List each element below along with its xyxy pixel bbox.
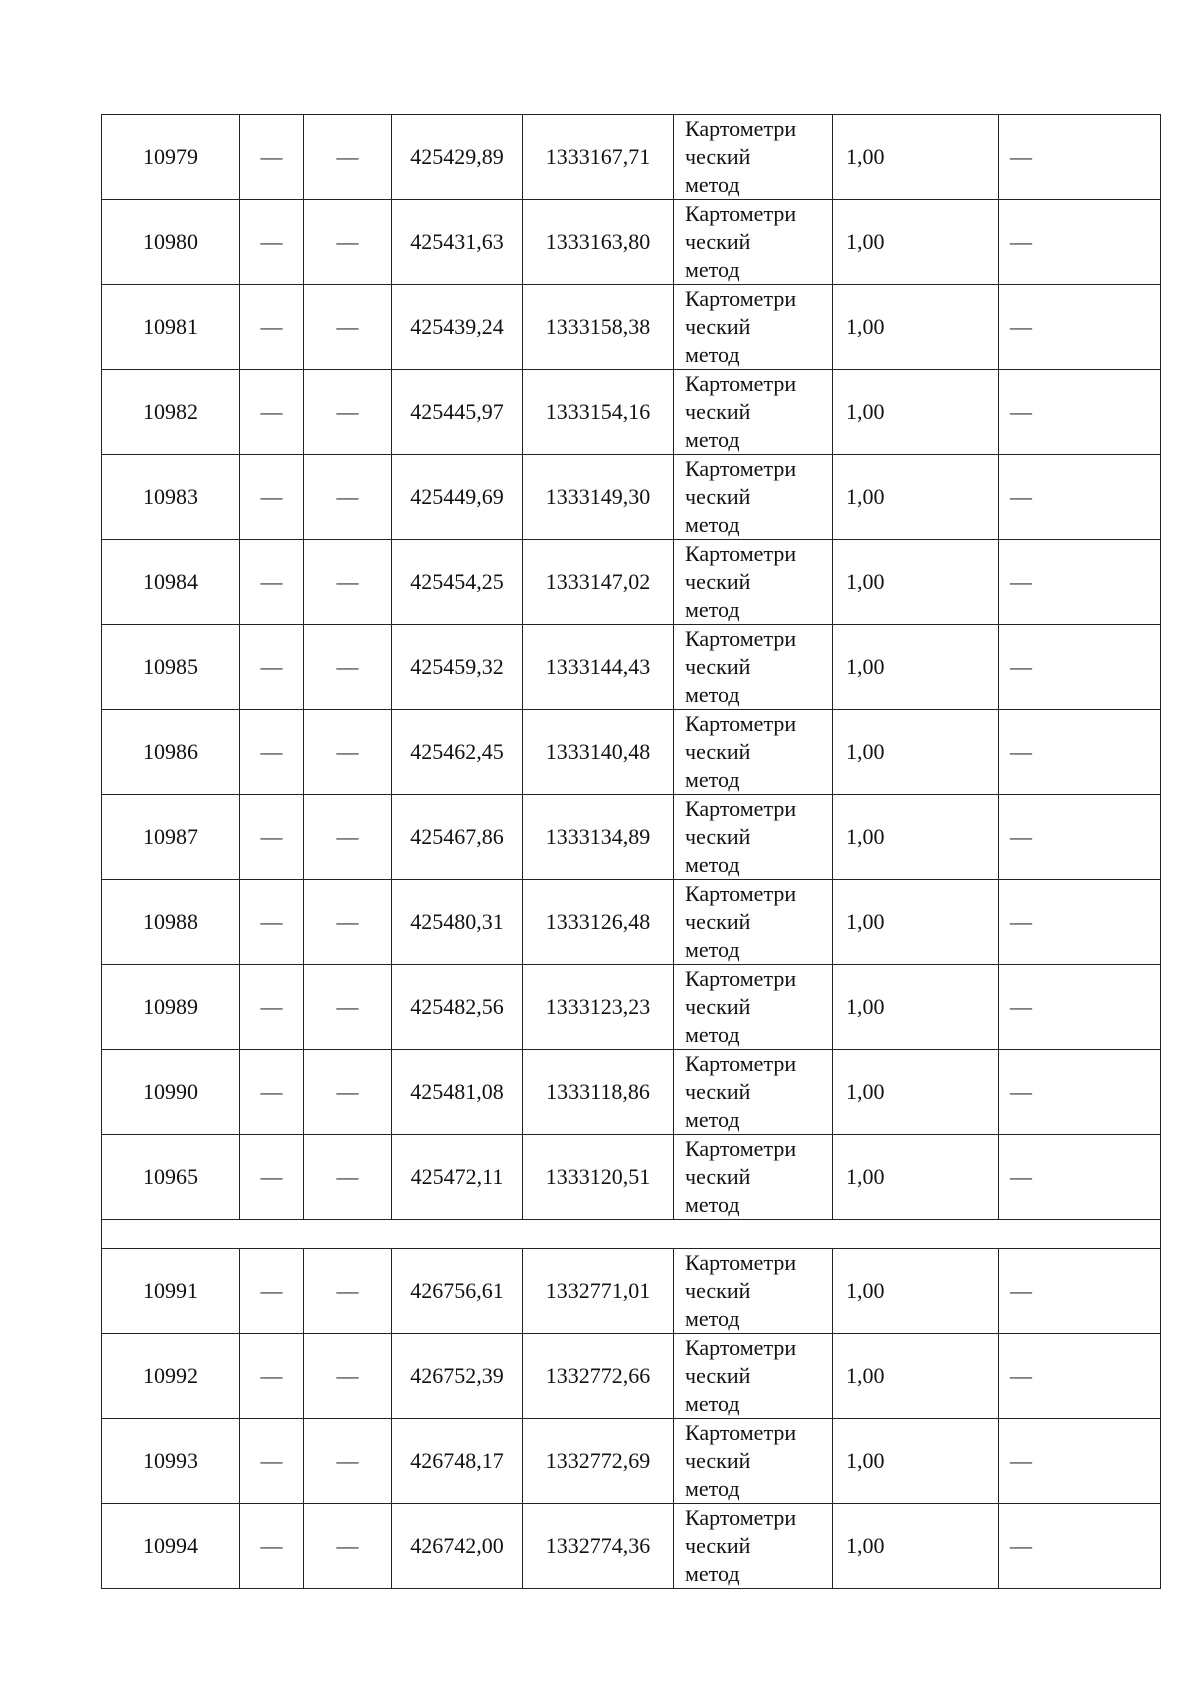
y-coordinate-cell: 1333134,89 <box>523 795 674 880</box>
method-cell <box>674 965 833 1050</box>
y-coordinate-cell: 1333167,71 <box>523 115 674 200</box>
x-coordinate-cell: 426756,61 <box>392 1249 523 1334</box>
method-text-line: ческий <box>685 739 751 764</box>
method-text-line: ческий <box>685 994 751 1019</box>
empty-value-cell: — <box>304 540 392 625</box>
method-cell <box>674 710 833 795</box>
method-text-line: ческий <box>685 314 751 339</box>
empty-value-cell: — <box>304 1419 392 1504</box>
table-row <box>102 540 1161 625</box>
method-text-line: Картометри <box>685 1051 797 1076</box>
point-number-cell: 10991 <box>102 1249 240 1334</box>
x-coordinate-cell: 425462,45 <box>392 710 523 795</box>
method-text-line: Картометри <box>685 456 797 481</box>
method-text-line: метод <box>685 1391 740 1416</box>
method-text-line: метод <box>685 1022 740 1047</box>
empty-value-cell: — <box>240 370 304 455</box>
y-coordinate-cell: 1333149,30 <box>523 455 674 540</box>
empty-value-cell: — <box>304 455 392 540</box>
y-coordinate-cell: 1333118,86 <box>523 1050 674 1135</box>
precision-cell: 1,00 <box>833 880 999 965</box>
point-number-cell: 10994 <box>102 1504 240 1589</box>
coordinates-table <box>101 114 1161 1589</box>
method-cell <box>674 200 833 285</box>
precision-cell: 1,00 <box>833 285 999 370</box>
method-text-line: Картометри <box>685 711 797 736</box>
precision-cell: 1,00 <box>833 710 999 795</box>
y-coordinate-cell: 1332772,69 <box>523 1419 674 1504</box>
empty-value-cell: — <box>304 795 392 880</box>
method-cell <box>674 1135 833 1220</box>
method-cell <box>674 370 833 455</box>
point-number-cell: 10987 <box>102 795 240 880</box>
precision-cell: 1,00 <box>833 795 999 880</box>
y-coordinate-cell: 1333144,43 <box>523 625 674 710</box>
x-coordinate-cell: 425449,69 <box>392 455 523 540</box>
separator-row <box>102 1220 1161 1249</box>
precision-cell: 1,00 <box>833 625 999 710</box>
empty-value-cell: — <box>240 200 304 285</box>
method-text-line: Картометри <box>685 1136 797 1161</box>
method-text-line: ческий <box>685 1533 751 1558</box>
method-text-line: ческий <box>685 1164 751 1189</box>
x-coordinate-cell: 425429,89 <box>392 115 523 200</box>
method-text-line: Картометри <box>685 1505 797 1530</box>
y-coordinate-cell: 1332771,01 <box>523 1249 674 1334</box>
method-text-line: ческий <box>685 654 751 679</box>
description-cell: — <box>999 880 1161 965</box>
point-number-cell: 10989 <box>102 965 240 1050</box>
point-number-cell: 10965 <box>102 1135 240 1220</box>
description-cell: — <box>999 540 1161 625</box>
empty-value-cell: — <box>240 880 304 965</box>
precision-cell: 1,00 <box>833 1249 999 1334</box>
x-coordinate-cell: 425480,31 <box>392 880 523 965</box>
table-row <box>102 1135 1161 1220</box>
method-text-line: ческий <box>685 399 751 424</box>
method-text-line: метод <box>685 512 740 537</box>
empty-value-cell: — <box>304 200 392 285</box>
method-cell <box>674 115 833 200</box>
y-coordinate-cell: 1333147,02 <box>523 540 674 625</box>
x-coordinate-cell: 426748,17 <box>392 1419 523 1504</box>
y-coordinate-cell: 1333140,48 <box>523 710 674 795</box>
description-cell: — <box>999 795 1161 880</box>
method-text-line: метод <box>685 342 740 367</box>
empty-value-cell: — <box>304 370 392 455</box>
method-text-line: ческий <box>685 1363 751 1388</box>
table-row <box>102 455 1161 540</box>
x-coordinate-cell: 425481,08 <box>392 1050 523 1135</box>
method-text-line: ческий <box>685 229 751 254</box>
description-cell: — <box>999 1135 1161 1220</box>
method-text-line: Картометри <box>685 881 797 906</box>
precision-cell: 1,00 <box>833 1050 999 1135</box>
description-cell: — <box>999 1419 1161 1504</box>
method-text-line: метод <box>685 1107 740 1132</box>
method-text-line: ческий <box>685 909 751 934</box>
method-text-line: Картометри <box>685 116 797 141</box>
table-row <box>102 965 1161 1050</box>
empty-value-cell: — <box>304 1135 392 1220</box>
empty-value-cell: — <box>304 115 392 200</box>
description-cell: — <box>999 1334 1161 1419</box>
x-coordinate-cell: 425431,63 <box>392 200 523 285</box>
table-row <box>102 625 1161 710</box>
method-text-line: Картометри <box>685 626 797 651</box>
empty-value-cell: — <box>240 540 304 625</box>
table-row <box>102 1419 1161 1504</box>
point-number-cell: 10984 <box>102 540 240 625</box>
method-text-line: метод <box>685 937 740 962</box>
method-cell <box>674 795 833 880</box>
method-text-line: Картометри <box>685 1250 797 1275</box>
precision-cell: 1,00 <box>833 1135 999 1220</box>
method-text-line: ческий <box>685 144 751 169</box>
empty-value-cell: — <box>240 285 304 370</box>
table-row <box>102 285 1161 370</box>
method-text-line: ческий <box>685 484 751 509</box>
method-text-line: Картометри <box>685 201 797 226</box>
point-number-cell: 10985 <box>102 625 240 710</box>
description-cell: — <box>999 1050 1161 1135</box>
method-text-line: метод <box>685 427 740 452</box>
precision-cell: 1,00 <box>833 115 999 200</box>
empty-value-cell: — <box>304 965 392 1050</box>
method-text-line: Картометри <box>685 541 797 566</box>
method-cell <box>674 1249 833 1334</box>
point-number-cell: 10983 <box>102 455 240 540</box>
empty-value-cell: — <box>304 1504 392 1589</box>
x-coordinate-cell: 425472,11 <box>392 1135 523 1220</box>
x-coordinate-cell: 426752,39 <box>392 1334 523 1419</box>
empty-value-cell: — <box>304 710 392 795</box>
precision-cell: 1,00 <box>833 1334 999 1419</box>
empty-value-cell: — <box>240 1249 304 1334</box>
separator-cell <box>102 1220 1161 1249</box>
x-coordinate-cell: 425467,86 <box>392 795 523 880</box>
table-row <box>102 1249 1161 1334</box>
point-number-cell: 10992 <box>102 1334 240 1419</box>
description-cell: — <box>999 285 1161 370</box>
empty-value-cell: — <box>240 710 304 795</box>
table-row <box>102 1050 1161 1135</box>
method-text-line: метод <box>685 767 740 792</box>
method-text-line: метод <box>685 257 740 282</box>
method-text-line: метод <box>685 1192 740 1217</box>
empty-value-cell: — <box>304 285 392 370</box>
point-number-cell: 10990 <box>102 1050 240 1135</box>
table-row <box>102 1504 1161 1589</box>
description-cell: — <box>999 455 1161 540</box>
empty-value-cell: — <box>304 1334 392 1419</box>
precision-cell: 1,00 <box>833 965 999 1050</box>
method-text-line: метод <box>685 1476 740 1501</box>
precision-cell: 1,00 <box>833 1504 999 1589</box>
method-cell <box>674 880 833 965</box>
method-text-line: метод <box>685 852 740 877</box>
method-cell <box>674 1050 833 1135</box>
description-cell: — <box>999 625 1161 710</box>
empty-value-cell: — <box>240 1135 304 1220</box>
method-text-line: метод <box>685 1561 740 1586</box>
point-number-cell: 10988 <box>102 880 240 965</box>
empty-value-cell: — <box>240 1419 304 1504</box>
x-coordinate-cell: 425445,97 <box>392 370 523 455</box>
empty-value-cell: — <box>240 115 304 200</box>
table-row <box>102 200 1161 285</box>
y-coordinate-cell: 1332772,66 <box>523 1334 674 1419</box>
method-text-line: ческий <box>685 569 751 594</box>
empty-value-cell: — <box>240 1334 304 1419</box>
method-cell <box>674 540 833 625</box>
method-text-line: Картометри <box>685 371 797 396</box>
y-coordinate-cell: 1332774,36 <box>523 1504 674 1589</box>
method-text-line: метод <box>685 1306 740 1331</box>
precision-cell: 1,00 <box>833 455 999 540</box>
y-coordinate-cell: 1333163,80 <box>523 200 674 285</box>
description-cell: — <box>999 1504 1161 1589</box>
description-cell: — <box>999 200 1161 285</box>
x-coordinate-cell: 425459,32 <box>392 625 523 710</box>
precision-cell: 1,00 <box>833 200 999 285</box>
table-row <box>102 115 1161 200</box>
empty-value-cell: — <box>240 965 304 1050</box>
point-number-cell: 10986 <box>102 710 240 795</box>
method-cell <box>674 1504 833 1589</box>
method-cell <box>674 1334 833 1419</box>
point-number-cell: 10982 <box>102 370 240 455</box>
empty-value-cell: — <box>304 625 392 710</box>
x-coordinate-cell: 425439,24 <box>392 285 523 370</box>
method-text-line: ческий <box>685 824 751 849</box>
x-coordinate-cell: 426742,00 <box>392 1504 523 1589</box>
precision-cell: 1,00 <box>833 540 999 625</box>
precision-cell: 1,00 <box>833 370 999 455</box>
method-cell <box>674 455 833 540</box>
table-row <box>102 710 1161 795</box>
method-text-line: метод <box>685 597 740 622</box>
empty-value-cell: — <box>240 625 304 710</box>
empty-value-cell: — <box>304 1050 392 1135</box>
table-row <box>102 880 1161 965</box>
y-coordinate-cell: 1333154,16 <box>523 370 674 455</box>
table-row <box>102 795 1161 880</box>
method-text-line: Картометри <box>685 1420 797 1445</box>
description-cell: — <box>999 115 1161 200</box>
method-cell <box>674 625 833 710</box>
empty-value-cell: — <box>240 795 304 880</box>
method-text-line: метод <box>685 682 740 707</box>
method-text-line: метод <box>685 172 740 197</box>
point-number-cell: 10993 <box>102 1419 240 1504</box>
method-text-line: ческий <box>685 1448 751 1473</box>
method-text-line: ческий <box>685 1079 751 1104</box>
method-cell <box>674 285 833 370</box>
y-coordinate-cell: 1333158,38 <box>523 285 674 370</box>
empty-value-cell: — <box>304 1249 392 1334</box>
table-body <box>102 115 1161 1589</box>
x-coordinate-cell: 425454,25 <box>392 540 523 625</box>
method-text-line: Картометри <box>685 796 797 821</box>
table-row <box>102 370 1161 455</box>
method-text-line: ческий <box>685 1278 751 1303</box>
description-cell: — <box>999 965 1161 1050</box>
y-coordinate-cell: 1333120,51 <box>523 1135 674 1220</box>
empty-value-cell: — <box>240 1050 304 1135</box>
point-number-cell: 10980 <box>102 200 240 285</box>
x-coordinate-cell: 425482,56 <box>392 965 523 1050</box>
point-number-cell: 10979 <box>102 115 240 200</box>
method-text-line: Картометри <box>685 286 797 311</box>
description-cell: — <box>999 710 1161 795</box>
empty-value-cell: — <box>240 1504 304 1589</box>
method-text-line: Картометри <box>685 1335 797 1360</box>
method-text-line: Картометри <box>685 966 797 991</box>
empty-value-cell: — <box>240 455 304 540</box>
y-coordinate-cell: 1333126,48 <box>523 880 674 965</box>
table-row <box>102 1334 1161 1419</box>
y-coordinate-cell: 1333123,23 <box>523 965 674 1050</box>
point-number-cell: 10981 <box>102 285 240 370</box>
description-cell: — <box>999 370 1161 455</box>
description-cell: — <box>999 1249 1161 1334</box>
empty-value-cell: — <box>304 880 392 965</box>
method-cell <box>674 1419 833 1504</box>
precision-cell: 1,00 <box>833 1419 999 1504</box>
